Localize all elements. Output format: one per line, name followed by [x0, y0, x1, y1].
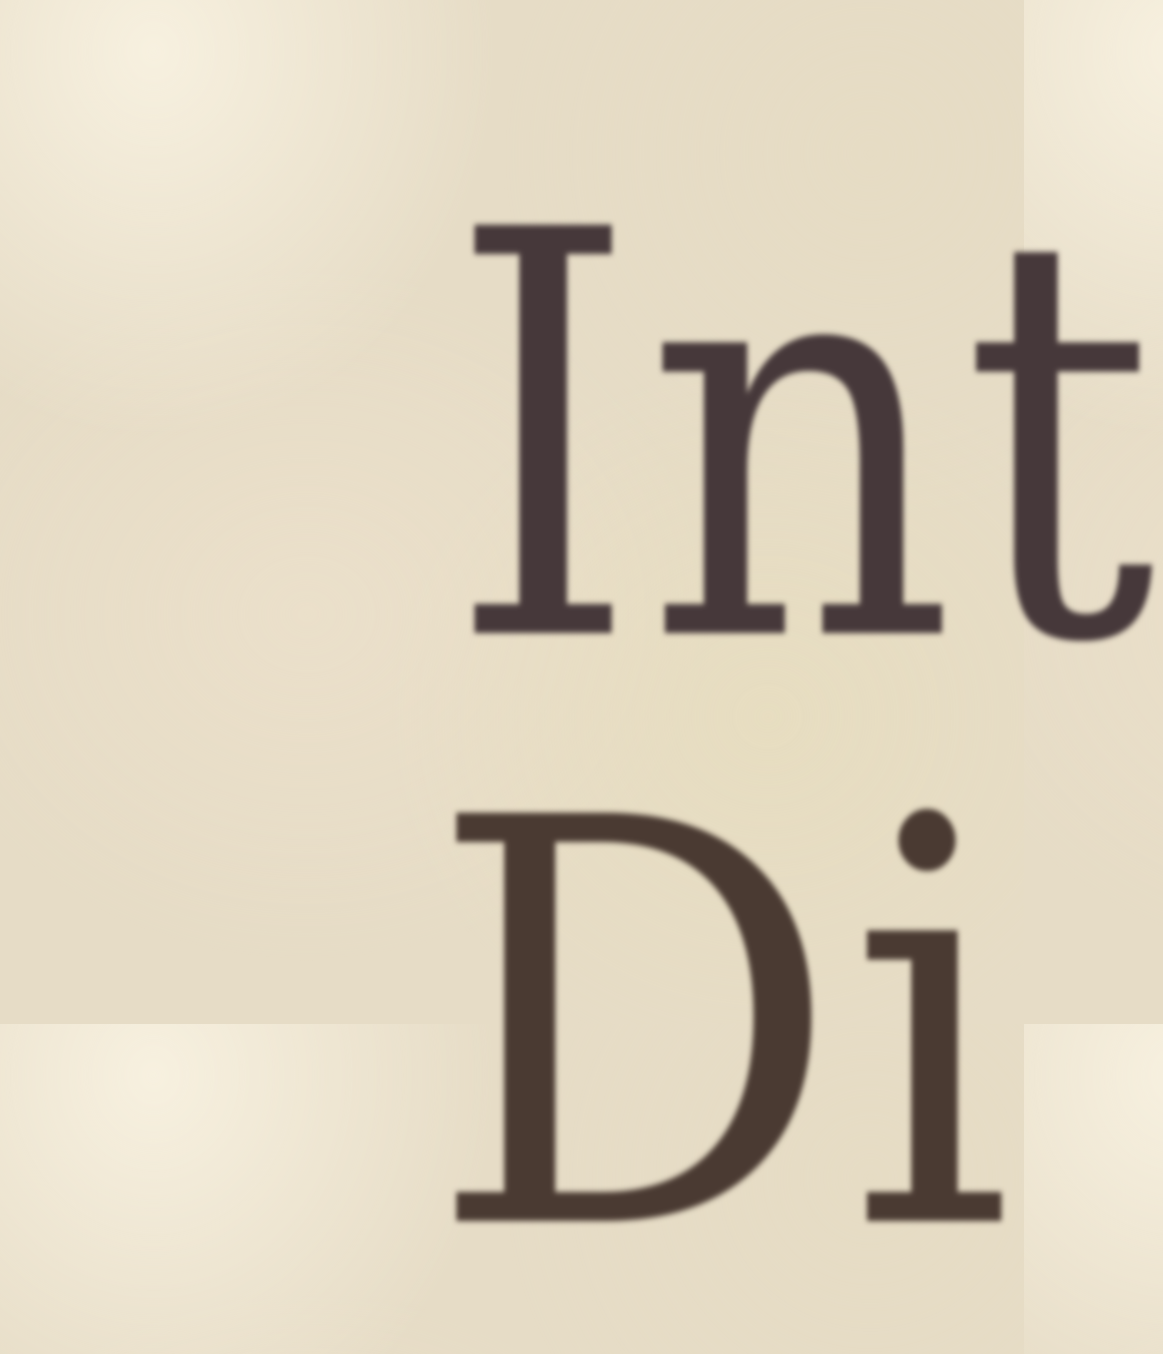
text-line-2: Di — [428, 702, 1021, 1354]
text-line-1: Int — [448, 114, 1163, 766]
